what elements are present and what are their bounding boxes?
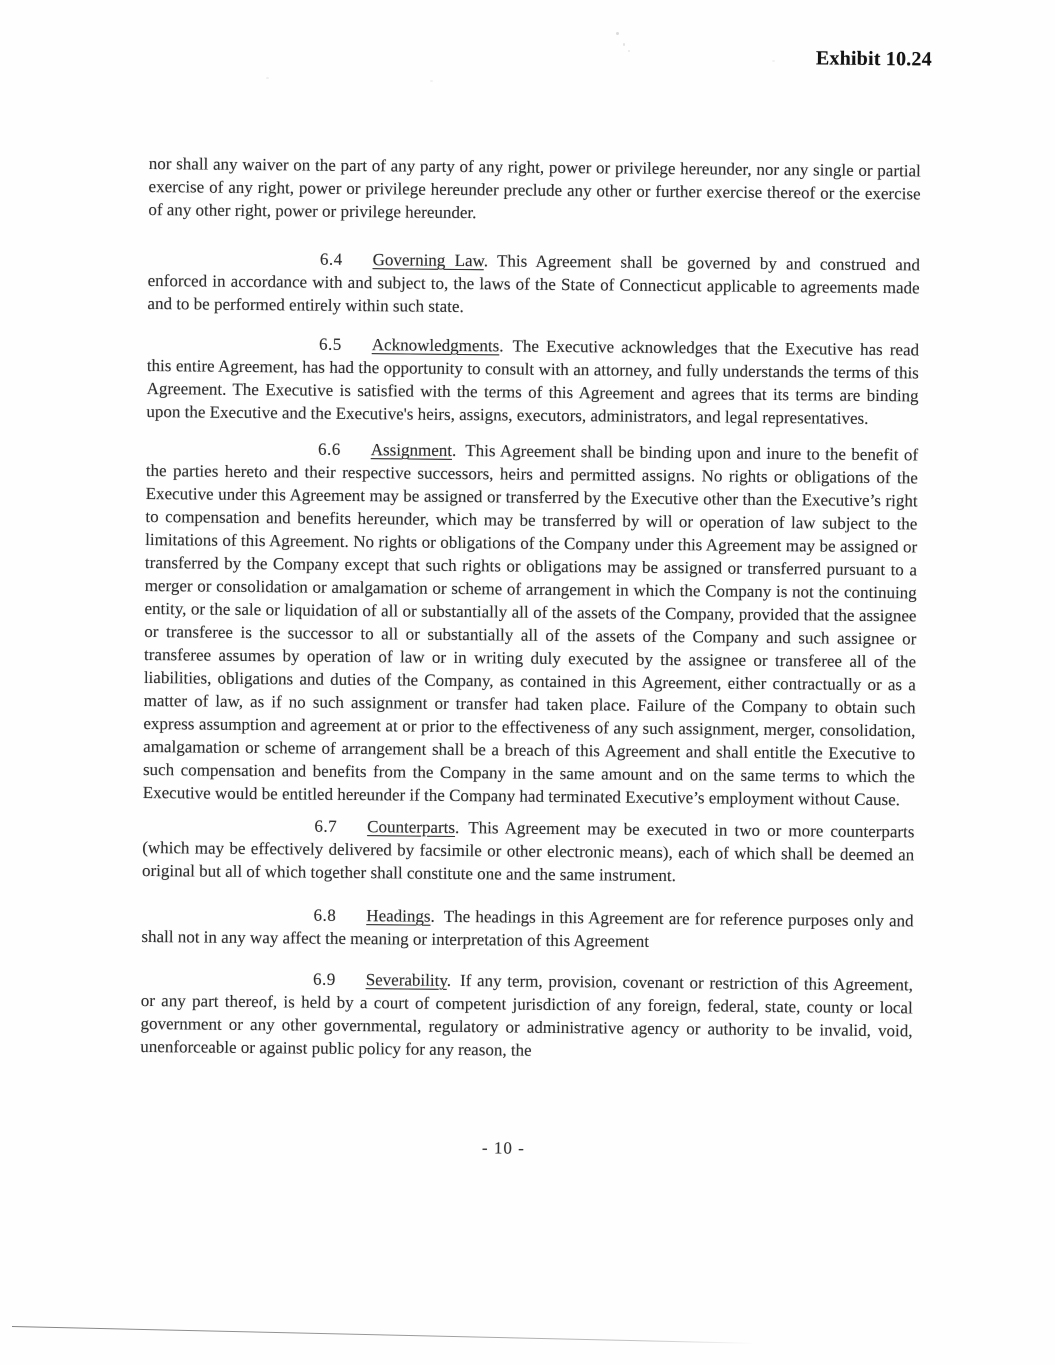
continuation-paragraph: nor shall any waiver on the part of any party of any right, power or privilege hereunder, nor any single or partial exercise of any right, power or privilege hereunder preclude any other or further exercise thereof or the exercise of any other right, power or privilege hereunder. (148, 153, 921, 223)
scan-speckle (266, 77, 269, 79)
scan-speckle (628, 50, 630, 52)
section-heading: Counterparts (367, 817, 456, 837)
section-paragraph-6-5 (146, 331, 919, 430)
scan-speckle (616, 32, 619, 35)
section-paragraph-6-8 (141, 902, 913, 955)
section-body: This Agreement may be executed in two or more counterparts (which may be effectively delivered by facsimile or other electronic means), each of which shall be deemed an original but all of which together shall constitute one and the same instrument. (141, 818, 915, 886)
section-paragraph-6-6 (143, 436, 918, 811)
heading-period: . (454, 817, 460, 838)
section-heading: Acknowledgments (371, 335, 500, 356)
scan-speckle (430, 80, 433, 82)
section-body: This Agreement shall be governed by and construed and enforced in accordance with and subject to, the laws of the State of Connecticut applicable to agreements made and to be performed entirely within such state. (147, 251, 920, 317)
section-number: 6.6 (317, 439, 341, 459)
section-heading: Headings (366, 906, 431, 926)
scan-speckle (772, 60, 775, 62)
heading-period: . (430, 906, 435, 926)
section-paragraph-6-4 (147, 246, 920, 322)
section-heading: Governing Law (372, 250, 484, 271)
section-number: 6.9 (312, 969, 336, 989)
section-heading: Severability (365, 970, 447, 990)
section-body: The Executive acknowledges that the Executive has read this entire Agreement, has had the opportunity to consult with an attorney, and fully understands the terms of this Agreement. The Executive is satisfied with the terms of this Agreement and agrees that its terms are binding upon the Executive and the Executive's heirs, assigns, executors, administrators, and legal representatives. (146, 336, 920, 428)
heading-period: . (446, 970, 452, 990)
scan-speckle (623, 43, 625, 46)
exhibit-label: Exhibit 10.24 (815, 47, 932, 71)
section-body: If any term, provision, covenant or restriction of this Agreement, or any part thereof, is held by a court of competent jurisdiction of any foreign, federal, state, county or local government or any other governmental, regulatory or administrative agency or authority to be invalid, void, unenforceable or against public policy for any reason, the (140, 971, 914, 1060)
section-body: This Agreement shall be binding upon and inure to the benefit of the parties hereto and their respective successors, heirs and permitted assigns. No rights or obligations of the Executive under this Agreement may be assigned or transferred by the Executive other than the Executive’s right to compensation and benefits hereunder, which may be transferred by will or operation of law subject to the limitations of this Agreement. No rights or obligations of the Company under this Agreement may be assigned or transferred by the Company except that such rights or obligations may be assigned or transferred pursuant to a merger or consolidation or amalgamation or scheme of arrangement in which the Company is not the continuing entity, or the sale or liquidation of all or substantially all of the assets of the Company, provided that the assignee or transferee is the successor to all or substantially all of the assets of the Company and such assignee or transferee assumes by operation of law or in writing duly executed by the assignee or transferee all of the liabilities, obligations and duties of the Company, as contained in this Agreement, either contractually or as a matter of law, as if no such assignment or transfer had taken place. Failure of the Company to obtain such express assumption and agreement at or prior to the effectiveness of any such assignment, merger, consolidation, amalgamation or scheme of arrangement shall be a breach of this Agreement and shall entitle the Executive to such compensation and benefits from the Company in the same amount and on the same terms to which the Executive would be entitled hereunder if the Company had terminated Executive’s employment without Cause. (142, 441, 919, 810)
section-number: 6.8 (313, 905, 337, 925)
section-heading: Assignment (370, 440, 453, 460)
section-number: 6.5 (318, 334, 342, 354)
scan-line-artifact (12, 1326, 756, 1344)
section-paragraph-6-7 (142, 813, 915, 889)
heading-period: . (483, 251, 489, 271)
page-number: - 10 - (481, 1138, 525, 1158)
section-number: 6.4 (319, 249, 343, 269)
document-content (139, 40, 932, 1163)
section-number: 6.7 (314, 816, 338, 836)
section-paragraph-6-9 (140, 966, 913, 1065)
heading-period: . (499, 336, 504, 356)
heading-period: . (451, 440, 457, 460)
section-body: The headings in this Agreement are for reference purposes only and shall not in any way affect the meaning or interpretation of this Agreement (141, 906, 914, 951)
